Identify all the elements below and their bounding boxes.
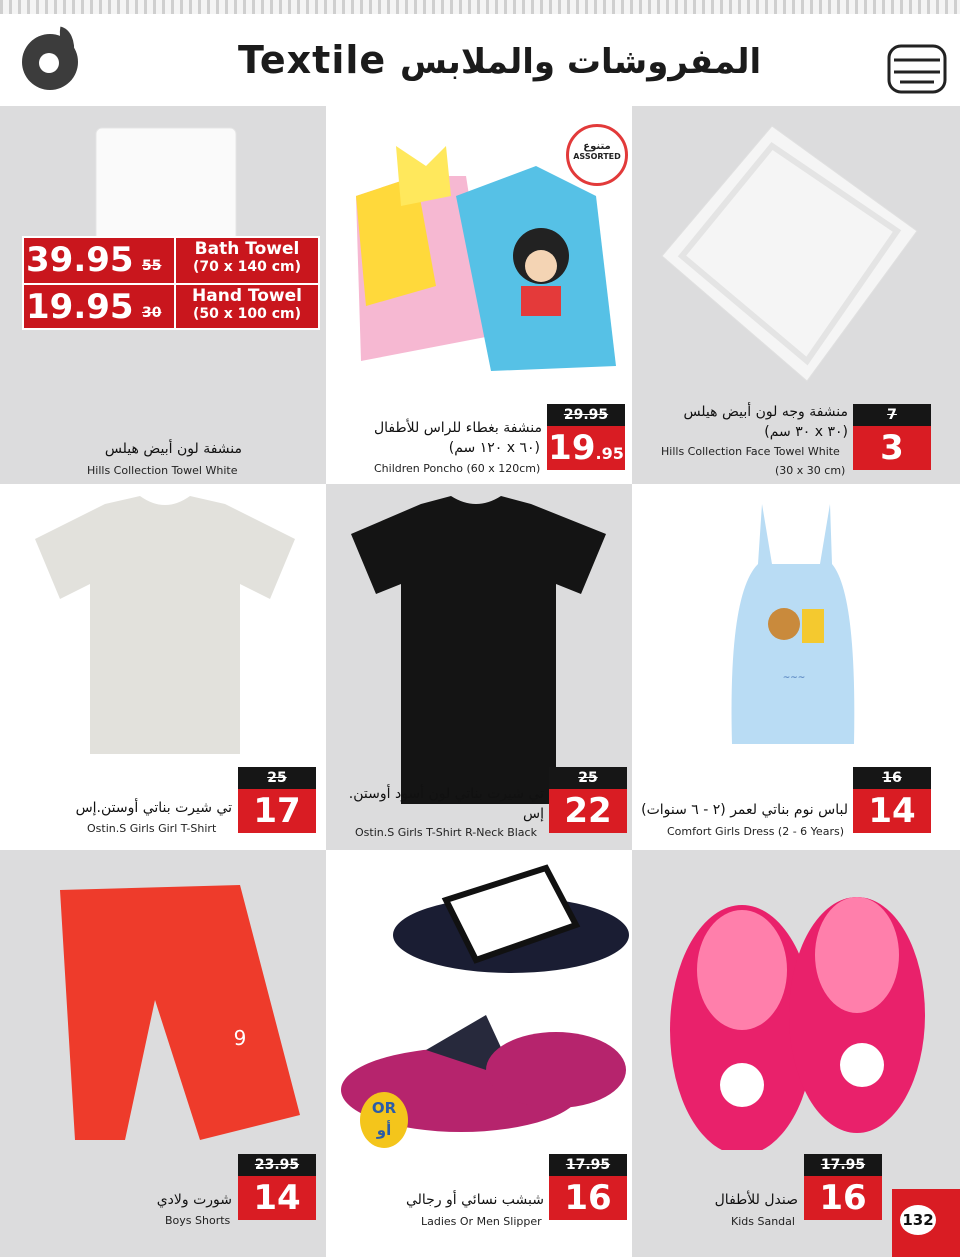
boys-shorts-name-en: Boys Shorts: [165, 1214, 231, 1227]
grey-tshirt-image: [0, 484, 326, 774]
hand-towel-size: (50 x 100 cm): [192, 306, 302, 322]
hand-towel-old-price: 30: [142, 305, 162, 321]
price-tag-black-tshirt: [549, 767, 627, 833]
old-price: 29.95: [563, 407, 609, 423]
girls-dress-image: [632, 484, 960, 754]
face-towel-name-en: Hills Collection Face Towel White: [661, 445, 840, 458]
old-price: 16: [882, 770, 902, 786]
new-price: 14: [853, 789, 931, 833]
towel-name-en: Hills Collection Towel White: [87, 464, 238, 477]
new-price: 16: [549, 1176, 627, 1220]
grey-tshirt-name-en: Ostin.S Girls Girl T-Shirt: [87, 822, 217, 835]
poncho-name-en: Children Poncho (60 x 120cm): [374, 462, 541, 475]
hand-towel-title: Hand Towel: [192, 286, 302, 306]
black-tshirt-image: [326, 484, 632, 814]
new-price-decimal: .95: [595, 444, 624, 463]
old-price: 17.95: [820, 1157, 866, 1173]
kids-sandal-name-en: Kids Sandal: [731, 1215, 795, 1228]
price-tag-slipper: [549, 1154, 627, 1220]
face-towel-size-en: (30 x 30 cm): [775, 464, 846, 477]
face-towel-name-ar: منشفة وجه لون أبيض هيلس: [683, 404, 848, 420]
face-towel-image: [632, 106, 960, 396]
bath-towel-row: [24, 238, 318, 285]
brand-logo: [22, 34, 78, 90]
girls-dress-name-en: Comfort Girls Dress (2 - 6 Years): [667, 825, 844, 838]
boys-shorts-image: [0, 850, 326, 1150]
bath-towel-label: [174, 238, 318, 283]
hand-towel-price: 19.95: [26, 287, 134, 327]
kids-sandal-image: [632, 850, 960, 1150]
old-price: 25: [578, 770, 598, 786]
old-price: 25: [267, 770, 287, 786]
price-tag-face-towel: [853, 404, 931, 470]
black-tshirt-name-ar: تي شيرت بناتي لون أسود أوستن.: [348, 786, 544, 802]
girls-dress-name-ar: لباس نوم بناتي لعمر (٢ - ٦ سنوات): [641, 802, 848, 818]
poncho-size-ar: (٦٠ x ١٢٠ سم): [448, 440, 540, 456]
old-price: 7: [887, 407, 897, 423]
new-price: 3: [853, 426, 931, 470]
price-tag-grey-tshirt: [238, 767, 316, 833]
hand-towel-row: [24, 285, 318, 330]
old-price: 17.95: [565, 1157, 611, 1173]
slipper-name-en: Ladies Or Men Slipper: [421, 1215, 542, 1228]
folded-textile-icon: [886, 40, 948, 98]
slipper-name-ar: شبشب نسائي أو رجالي: [405, 1192, 544, 1208]
boys-shorts-name-ar: شورت ولادي: [156, 1192, 232, 1208]
grey-tshirt-name-ar: تي شيرت بناتي أوستن.إس: [75, 800, 232, 816]
page-number-badge: [892, 1189, 960, 1257]
or-badge-ar: أو: [376, 1121, 392, 1139]
old-price: 23.95: [254, 1157, 300, 1173]
or-badge-en: OR: [371, 1099, 397, 1117]
page-number: 132: [900, 1205, 936, 1235]
top-pattern-strip: [0, 0, 960, 14]
page-title-en: Textile: [238, 38, 387, 82]
bath-towel-old-price: 55: [142, 258, 162, 274]
new-price: 22: [549, 789, 627, 833]
price-tag-poncho: [547, 404, 625, 470]
bath-towel-size: (70 x 140 cm): [192, 259, 302, 275]
page-header: [0, 14, 960, 106]
new-price: 17: [238, 789, 316, 833]
hand-towel-label: [174, 285, 318, 330]
black-tshirt-name-ar-2: إس: [523, 806, 544, 822]
svg-text:9: 9: [233, 1026, 247, 1050]
towel-price-banner: [22, 236, 320, 330]
price-tag-girls-dress: [853, 767, 931, 833]
new-price: 19: [548, 428, 596, 468]
bath-towel-title: Bath Towel: [194, 239, 300, 259]
svg-text:~~~: ~~~: [782, 673, 806, 683]
new-price: 14: [238, 1176, 316, 1220]
assorted-ar: متنوع: [583, 141, 611, 152]
towel-name-ar: منشفة لون أبيض هيلس: [104, 441, 242, 457]
price-tag-boys-shorts: [238, 1154, 316, 1220]
black-tshirt-name-en: Ostin.S Girls T-Shirt R-Neck Black: [355, 826, 537, 839]
poncho-name-ar: منشفة بغطاء للراس للأطفال: [373, 420, 542, 436]
new-price: 16: [804, 1176, 882, 1220]
face-towel-size-ar: (٣٠ x ٣٠ سم): [764, 424, 848, 440]
bath-towel-price: 39.95: [26, 240, 134, 280]
or-badge: [360, 1092, 408, 1148]
page-title-ar: المفروشات والملابس: [400, 42, 762, 82]
price-tag-kids-sandal: [804, 1154, 882, 1220]
assorted-badge: [566, 124, 628, 186]
assorted-en: ASSORTED: [573, 152, 621, 161]
kids-sandal-name-ar: صندل للأطفال: [714, 1192, 798, 1208]
